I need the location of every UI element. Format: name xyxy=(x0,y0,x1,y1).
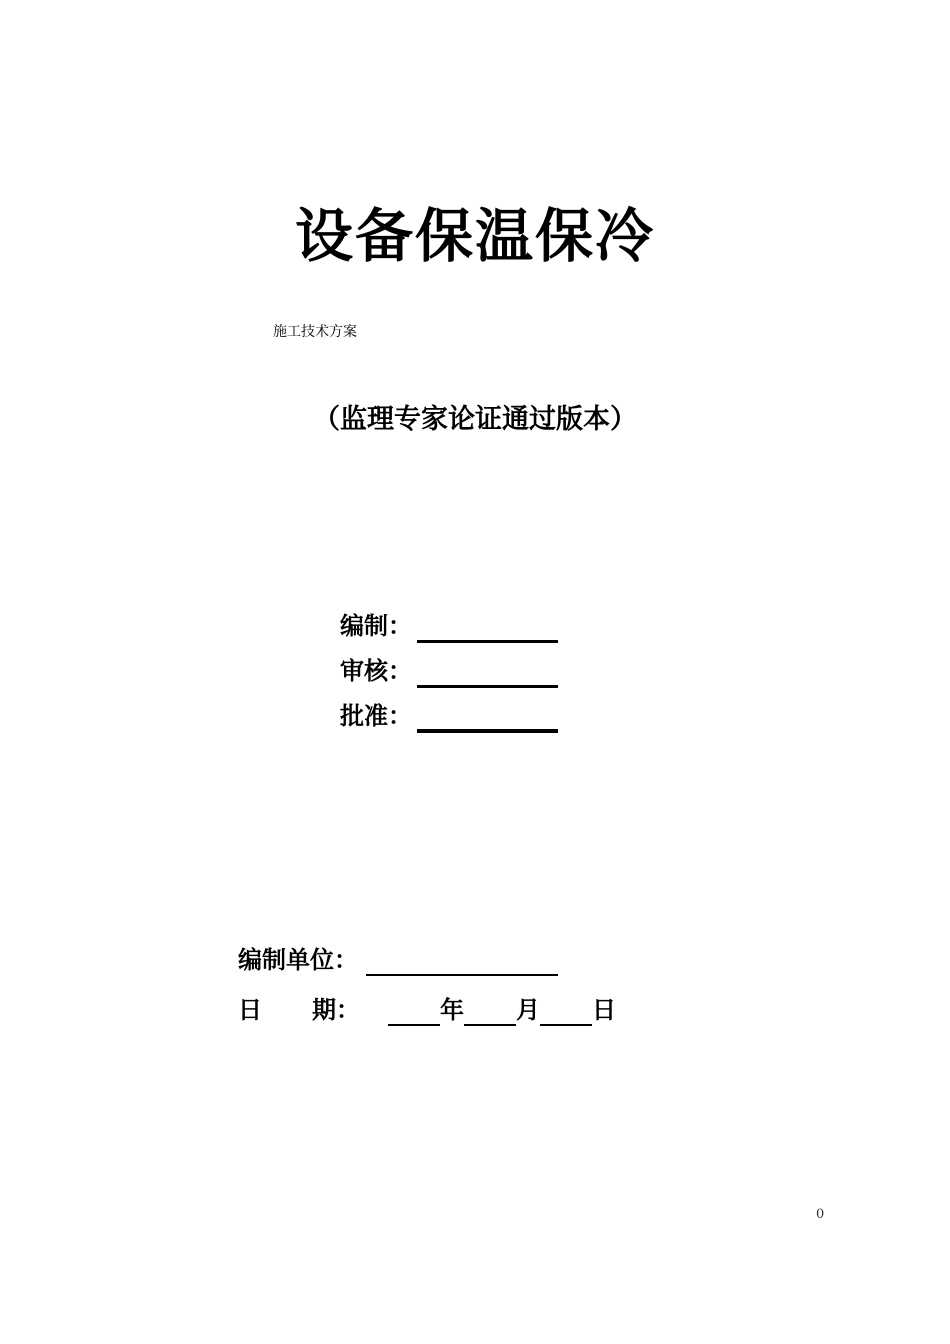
approve-signature-line xyxy=(417,729,558,733)
year-unit: 年 xyxy=(440,995,464,1024)
review-signature-line xyxy=(417,685,558,688)
approve-label: 批准： xyxy=(340,701,412,730)
review-label: 审核： xyxy=(340,656,412,685)
compile-unit-row xyxy=(238,938,558,978)
day-blank xyxy=(540,1024,592,1026)
month-blank xyxy=(464,1024,516,1026)
compile-label: 编制： xyxy=(340,611,412,640)
date-row xyxy=(238,988,616,1028)
year-blank xyxy=(388,1024,440,1026)
compile-unit-label: 编制单位： xyxy=(238,945,358,974)
review-signature-row xyxy=(340,652,558,688)
compile-signature-line xyxy=(417,640,558,643)
compile-signature-row xyxy=(340,607,558,643)
page-number: 0 xyxy=(816,1207,825,1222)
month-unit: 月 xyxy=(516,995,540,1024)
day-unit: 日 xyxy=(592,995,616,1024)
date-label-char1: 日 xyxy=(238,995,262,1024)
document-subtitle: 施工技术方案 xyxy=(273,324,357,340)
document-title: 设备保温保冷 xyxy=(294,202,655,270)
document-version-note: （监理专家论证通过版本） xyxy=(313,404,637,435)
compile-unit-line xyxy=(366,974,558,976)
approve-signature-row xyxy=(340,697,558,733)
date-label-char2: 期： xyxy=(312,995,360,1024)
